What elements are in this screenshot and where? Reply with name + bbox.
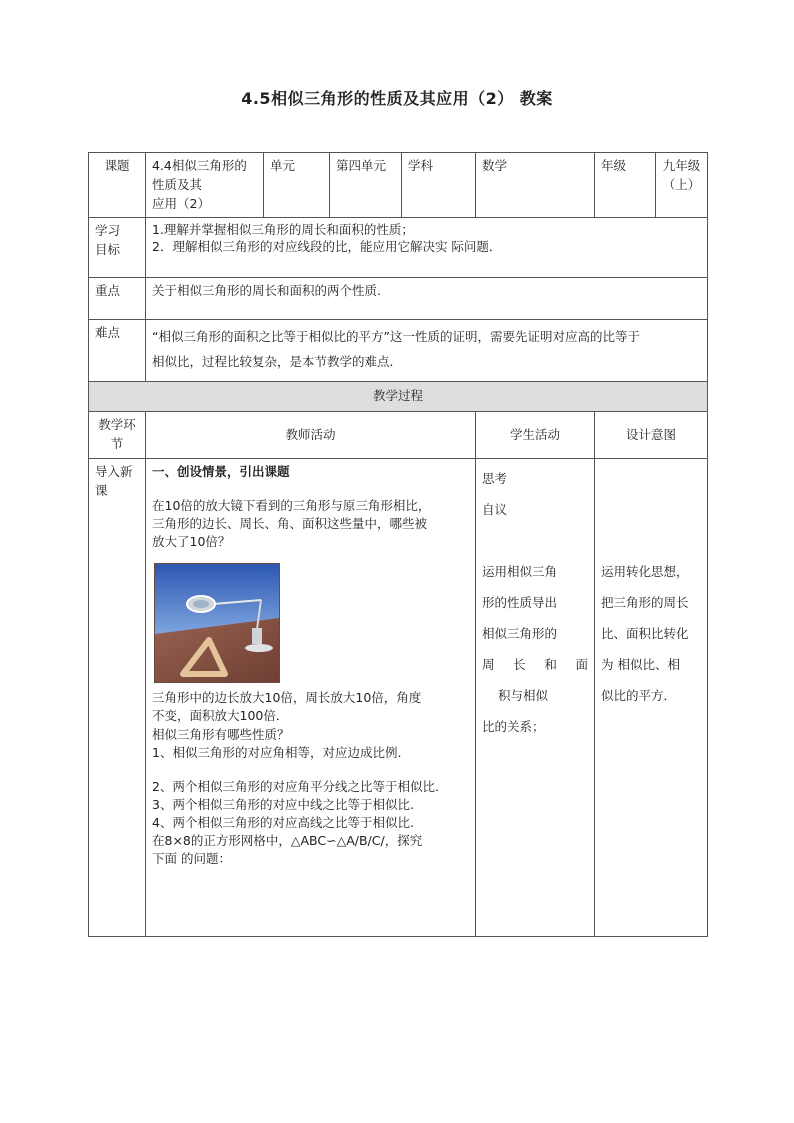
goals-label-line1: 学习 (95, 223, 121, 239)
goals-text (146, 218, 708, 278)
goal-2: 2．理解相似三角形的对应线段的比，能应用它解决实 际问题． (152, 239, 502, 255)
property-2: 2、两个相似三角形的对应角平分线之比等于相似比. (152, 778, 439, 794)
course-value (146, 153, 264, 218)
student-line4: 形的性质导出 (482, 594, 558, 610)
key-point-row (89, 278, 708, 320)
col-student: 学生活动 (476, 412, 595, 459)
subject-label: 学科 (402, 153, 476, 218)
intro-heading: 一、创设情景，引出课题 (152, 463, 290, 479)
magnifier-lamp-image (154, 563, 280, 683)
magnifier-lamp-illustration (155, 564, 279, 682)
student-think: 思考 (482, 470, 508, 486)
goals-row (89, 218, 708, 278)
page-title: 4.5相似三角形的性质及其应用（2） 教案 (241, 89, 553, 108)
task-line2: 下面 的问题： (152, 851, 231, 867)
design-line3: 比、面积比转化 (601, 625, 689, 641)
intro-row (89, 458, 708, 936)
lesson-plan-table (88, 152, 708, 937)
difficulty-label: 难点 (89, 320, 146, 382)
student-activity (476, 458, 595, 936)
difficulty-line1: “相似三角形的面积之比等于相似比的平方”这一性质的证明，需要先证明对应高的比等于 (152, 329, 640, 345)
course-value-line2: 应用（2） (152, 195, 210, 211)
difficulty-row (89, 320, 708, 382)
grade-value-line1: 九年级 (662, 158, 701, 173)
difficulty-text (146, 320, 708, 382)
process-title-row (89, 382, 708, 412)
col-stage: 教学环节 (89, 412, 146, 459)
student-line7: 积与相似 (498, 687, 549, 703)
process-header-row (89, 412, 708, 459)
question-2: 相似三角形有哪些性质？ (152, 726, 290, 742)
intro-stage: 导入新课 (89, 458, 146, 936)
design-line1: 运用转化思想， (601, 563, 689, 579)
process-section-title: 教学过程 (89, 382, 708, 412)
task-line1: 在8×8的正方形网格中，△ABC∽△A/B/C/，探究 (152, 833, 423, 849)
answer-1-line1: 三角形中的边长放大10倍，周长放大10倍，角度 (152, 690, 422, 706)
subject-value: 数学 (476, 153, 595, 218)
design-line4: 为 相似比、相 (601, 656, 680, 672)
student-discuss: 自议 (482, 501, 508, 517)
question-1-line3: 放大了10倍？ (152, 534, 231, 550)
grade-label: 年级 (595, 153, 656, 218)
col-design: 设计意图 (595, 412, 708, 459)
property-3: 3、两个相似三角形的对应中线之比等于相似比. (152, 796, 414, 812)
student-line3: 运用相似三角 (482, 563, 558, 579)
unit-label: 单元 (264, 153, 330, 218)
design-line5: 似比的平方． (601, 687, 677, 703)
question-1-line2: 三角形的边长、周长、角、面积这些量中，哪些被 (152, 516, 428, 531)
key-point-label: 重点 (89, 278, 146, 320)
goals-label (89, 218, 146, 278)
key-point-text: 关于相似三角形的周长和面积的两个性质. (146, 278, 708, 320)
student-line5: 相似三角形的 (482, 625, 558, 641)
student-line8: 比的关系； (482, 718, 545, 734)
header-row (89, 153, 708, 218)
col-teacher: 教师活动 (146, 412, 476, 459)
property-1: 1、相似三角形的对应角相等，对应边成比例. (152, 744, 402, 760)
goal-1: 1.理解并掌握相似三角形的周长和面积的性质； (152, 222, 414, 238)
question-1-line1: 在10倍的放大镜下看到的三角形与原三角形相比， (152, 497, 431, 513)
difficulty-line2: 相似比，过程比较复杂，是本节教学的难点. (152, 354, 394, 370)
property-4: 4、两个相似三角形的对应高线之比等于相似比. (152, 815, 414, 830)
course-value-line1: 4.4相似三角形的性质及其 (152, 158, 247, 192)
course-label: 课题 (89, 153, 146, 218)
unit-value: 第四单元 (330, 153, 402, 218)
design-line2: 把三角形的周长 (601, 594, 689, 610)
student-line6: 周 长 和 面 (482, 656, 589, 672)
answer-1-line2: 不变，面积放大100倍． (152, 708, 289, 724)
goals-label-line2: 目标 (95, 242, 121, 257)
grade-value (656, 153, 708, 218)
teacher-activity (146, 458, 476, 936)
design-intent (595, 458, 708, 936)
grade-value-line2: （上） (662, 176, 701, 192)
